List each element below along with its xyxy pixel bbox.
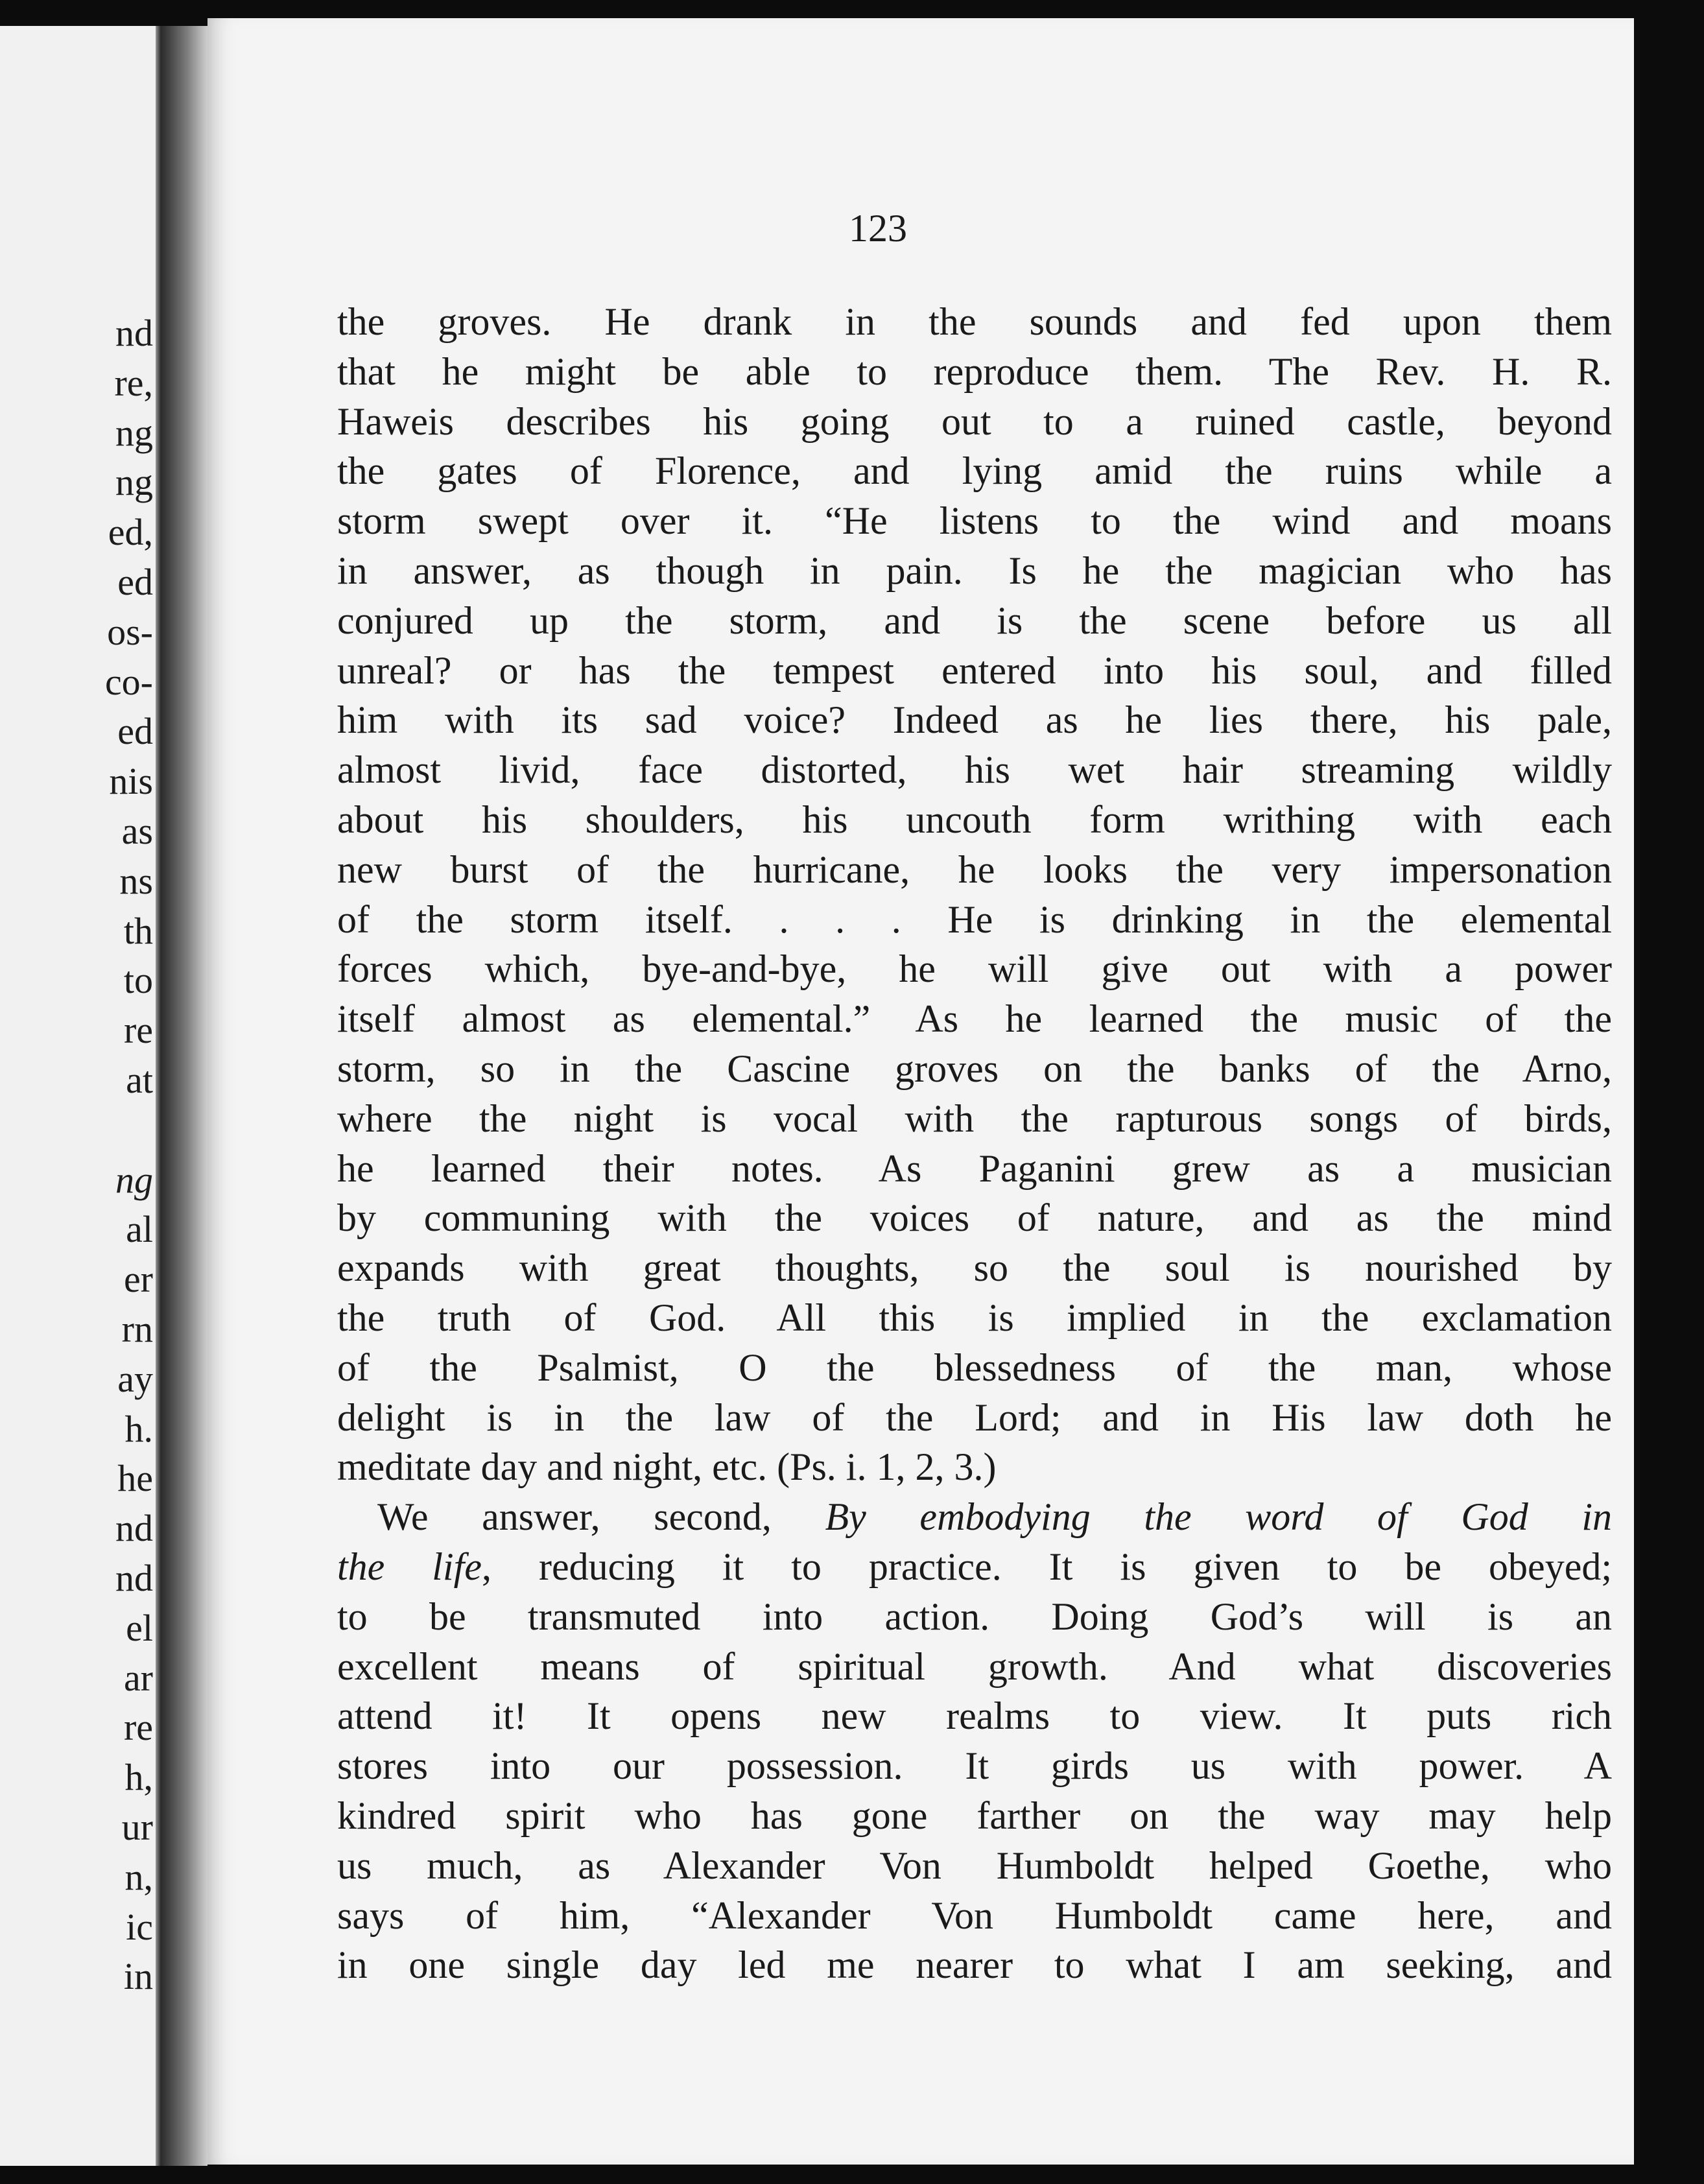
text-line: attend it! It opens new realms to view. It puts rich [337, 1694, 1612, 1738]
page-text [337, 297, 1612, 1990]
text-line: new burst of the hurricane, he looks the very impersonation [337, 848, 1612, 891]
previous-page-fragment: h. [124, 1407, 153, 1450]
text-line: almost livid, face distorted, his wet hair streaming wildly [337, 748, 1612, 792]
paragraph-1 [337, 297, 1612, 1492]
text-line: kindred spirit who has gone farther on the way may help [337, 1794, 1612, 1837]
previous-page-fragment: ng [115, 461, 153, 504]
previous-page-fragment: as [121, 809, 153, 852]
text-line: where the night is vocal with the rapturous songs of birds, [337, 1097, 1612, 1140]
text-line: of the Psalmist, O the blessedness of the man, whose [337, 1346, 1612, 1389]
previous-page-fragment: nd [115, 1507, 153, 1550]
previous-page-edge [0, 26, 156, 2166]
previous-page-fragment: er [123, 1258, 153, 1301]
emphasis-text: the life [337, 1545, 482, 1588]
text-line: that he might be able to reproduce them. The Rev. H. R. [337, 350, 1612, 393]
text-run: We answer, second, [377, 1495, 825, 1539]
text-line: about his shoulders, his uncouth form writhing with each [337, 798, 1612, 841]
previous-page-fragment: re [123, 1706, 153, 1749]
previous-page-fragment [0, 1106, 153, 1156]
text-line: storm, so in the Cascine groves on the banks of the Arno, [337, 1047, 1612, 1090]
text-line: delight is in the law of the Lord; and in His law doth he [337, 1395, 1612, 1439]
text-line: the truth of God. All this is implied in the exclamation [337, 1296, 1612, 1339]
previous-page-fragment: ed [117, 560, 153, 603]
text-line: in one single day led me nearer to what I am seeking, and [337, 1943, 1612, 1987]
previous-page-fragment: os- [107, 610, 153, 653]
previous-page-fragment: re [123, 1009, 153, 1052]
previous-page-fragment: he [117, 1457, 153, 1500]
previous-page-fragment: ay [117, 1357, 153, 1400]
previous-page-fragment: in [123, 1955, 153, 1998]
text-run: , reducing it to practice. It is given to be obeyed; [481, 1545, 1612, 1588]
previous-page-fragment: nd [115, 312, 153, 354]
text-line: in answer, as though in pain. Is he the magician who has [337, 549, 1612, 592]
text-line: to be transmuted into action. Doing God’s will is an [337, 1595, 1612, 1638]
previous-page-fragment: ur [121, 1805, 153, 1848]
previous-page-fragment: ng [115, 411, 153, 454]
emphasis-text: By embodying the word of God in [825, 1495, 1613, 1539]
paragraph-2 [337, 1492, 1612, 1990]
text-line: unreal? or has the tempest entered into his soul, and filled [337, 648, 1612, 692]
previous-page-fragment: th [123, 909, 153, 952]
text-line: expands with great thoughts, so the soul is nourished by [337, 1246, 1612, 1290]
text-line [337, 1492, 1612, 1542]
text-line: us much, as Alexander Von Humboldt helped Goethe, who [337, 1844, 1612, 1887]
previous-page-fragment: nd [115, 1556, 153, 1599]
text-line: Haweis describes his going out to a ruined castle, beyond [337, 399, 1612, 443]
text-line: forces which, bye-and-bye, he will give out with a power [337, 947, 1612, 991]
book-page [207, 18, 1634, 2165]
previous-page-fragment: nis [109, 760, 153, 803]
previous-page-fragment: rn [121, 1307, 153, 1350]
previous-page-fragment: ic [126, 1905, 153, 1948]
book-gutter [156, 26, 207, 2166]
previous-page-line-fragments [0, 309, 153, 2002]
previous-page-fragment: h, [124, 1756, 153, 1799]
text-line: meditate day and night, etc. (Ps. i. 1, 2, 3.) [337, 1445, 997, 1489]
previous-page-fragment: ar [123, 1656, 153, 1699]
text-line: stores into our possession. It girds us with power. A [337, 1744, 1612, 1788]
paragraph-2-lines [337, 1592, 1612, 1990]
text-line: excellent means of spiritual growth. And what discoveries [337, 1644, 1612, 1688]
previous-page-fragment: el [126, 1606, 153, 1649]
text-line: itself almost as elemental.” As he learned the music of the [337, 997, 1612, 1041]
text-line: the gates of Florence, and lying amid the ruins while a [337, 449, 1612, 493]
previous-page-fragment: ed [117, 710, 153, 753]
text-line: him with its sad voice? Indeed as he lies there, his pale, [337, 698, 1612, 742]
previous-page-fragment: at [126, 1058, 153, 1101]
text-line: conjured up the storm, and is the scene before us all [337, 599, 1612, 642]
previous-page-fragment: co- [104, 660, 153, 703]
previous-page-fragment: ng [115, 1158, 153, 1201]
text-line: by communing with the voices of nature, and as the mind [337, 1196, 1612, 1240]
text-line: storm swept over it. “He listens to the wind and moans [337, 499, 1612, 543]
text-line: he learned their notes. As Paganini grew as a musician [337, 1146, 1612, 1190]
previous-page-fragment: ed, [108, 511, 153, 554]
previous-page-fragment: al [126, 1208, 153, 1251]
text-line: of the storm itself. . . . He is drinking in the elemental [337, 897, 1612, 941]
page-number: 123 [849, 207, 907, 250]
text-line [337, 1542, 1612, 1592]
previous-page-fragment: n, [124, 1855, 153, 1898]
scan-border [1634, 18, 1704, 2184]
previous-page-fragment: to [123, 959, 153, 1002]
text-line: says of him, “Alexander Von Humboldt came here, and [337, 1893, 1612, 1937]
previous-page-fragment: re, [114, 361, 153, 404]
previous-page-fragment: ns [119, 859, 153, 902]
text-line: the groves. He drank in the sounds and fed upon them [337, 300, 1612, 343]
